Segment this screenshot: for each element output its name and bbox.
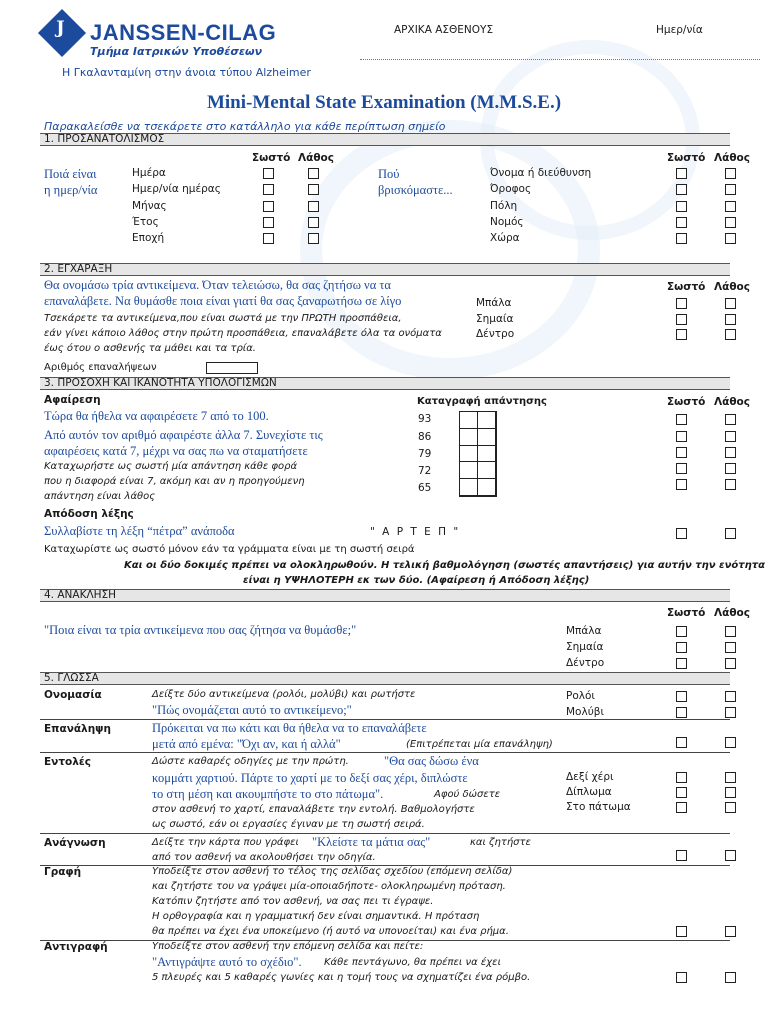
reading-instruction: και ζητήστε (470, 837, 531, 848)
writing-instruction: Κατόπιν ζητήστε από τον ασθενή, να σας πει τι έγραψε. (152, 896, 434, 907)
question-place-line2: βρισκόμαστε... (378, 183, 453, 197)
checkbox-correct[interactable] (676, 737, 687, 748)
tagline: Η Γκαλανταμίνη στην άνοια τύπου Alzheimer (62, 66, 311, 79)
item-label: Ημερ/νία ημέρας (132, 183, 221, 195)
checkbox-correct[interactable] (676, 168, 687, 179)
subtraction-number: 65 (418, 482, 432, 494)
item-label: Σημαία (566, 641, 604, 653)
item-label: Στο πάτωμα (566, 801, 631, 813)
col-wrong-label: Λάθος (714, 607, 750, 619)
checkbox-correct[interactable] (263, 168, 274, 179)
checkbox-wrong[interactable] (725, 168, 736, 179)
col-correct-label: Σωστό (667, 607, 706, 619)
checkbox-correct[interactable] (676, 658, 687, 669)
row-divider (40, 719, 730, 720)
checkbox-wrong[interactable] (725, 479, 736, 490)
repetition-label: Επανάληψη (44, 723, 111, 735)
subtraction-question: Από αυτόν τον αριθμό αφαιρέστε άλλα 7. Συνεχίστε τις (44, 428, 323, 442)
page-title: Mini-Mental State Examination (M.M.S.E.) (206, 92, 562, 113)
subtraction-number: 93 (418, 413, 432, 425)
checkbox-correct[interactable] (263, 184, 274, 195)
record-answer-header: Καταγραφή απάντησης (417, 396, 547, 407)
reading-instruction: από τον ασθενή να ακολουθήσει την οδηγία. (152, 852, 376, 863)
item-label: Πόλη (490, 200, 518, 212)
item-label: Σημαία (476, 313, 514, 325)
row-divider (40, 833, 730, 834)
checkbox-correct[interactable] (676, 707, 687, 718)
checkbox-wrong[interactable] (308, 233, 319, 244)
checkbox-wrong[interactable] (308, 217, 319, 228)
col-wrong-label: Λάθος (714, 152, 750, 164)
writing-label: Γραφή (44, 866, 82, 878)
checkbox-wrong[interactable] (725, 298, 736, 309)
item-label: Έτος (132, 216, 159, 228)
checkbox-wrong[interactable] (725, 528, 736, 539)
checkbox-wrong[interactable] (725, 772, 736, 783)
checkbox-wrong[interactable] (725, 787, 736, 798)
registration-question-line2: επαναλάβετε. Να θυμάσθε ποια είναι γιατί θα σας ξαναρωτήσω σε λίγο (44, 294, 402, 308)
checkbox-wrong[interactable] (725, 217, 736, 228)
checkbox-wrong[interactable] (725, 972, 736, 983)
checkbox-wrong[interactable] (308, 184, 319, 195)
question-date-line1: Ποιά είναι (44, 167, 97, 181)
registration-instruction: έως ότου ο ασθενής τα μάθει και τα τρία. (44, 343, 256, 354)
recall-question: "Ποια είναι τα τρία αντικείμενα που σας ζήτησα να θυμάσθε;" (44, 623, 357, 637)
copying-instruction: Υποδείξτε στον ασθενή την επόμενη σελίδα και πείτε: (152, 941, 424, 952)
checkbox-wrong[interactable] (725, 201, 736, 212)
checkbox-correct[interactable] (676, 802, 687, 813)
item-label: Δέντρο (566, 657, 605, 669)
item-label: Χώρα (490, 232, 520, 244)
subtraction-number: 86 (418, 431, 432, 443)
item-label: Ρολόι (566, 690, 595, 702)
item-label: Μπάλα (566, 625, 602, 637)
item-label: Μολύβι (566, 706, 605, 718)
checkbox-wrong[interactable] (725, 431, 736, 442)
commands-instruction: Δώστε καθαρές οδηγίες με την πρώτη. (152, 756, 349, 767)
intro-text: Παρακαλείσθε να τσεκάρετε στο κατάλληλο για κάθε περίπτωση σημείο (44, 120, 446, 133)
registration-instruction: Τσεκάρετε τα αντικείμενα,που είναι σωστά με την ΠΡΩΤΗ προσπάθεια, (44, 313, 402, 324)
checkbox-correct[interactable] (676, 626, 687, 637)
registration-instruction: εάν γίνει κάποιο λάθος στην πρώτη προσπάθεια, επαναλάβετε όλα τα ονόματα (44, 328, 442, 339)
checkbox-correct[interactable] (676, 217, 687, 228)
checkbox-correct[interactable] (676, 642, 687, 653)
registration-question-line1: Θα ονομάσω τρία αντικείμενα. Όταν τελειώσω, θα σας ζητήσω να τα (44, 278, 391, 292)
copying-instruction: Κάθε πεντάγωνο, θα πρέπει να έχει (324, 957, 501, 968)
spelling-question: Συλλαβίστε τη λέξη “πέτρα” ανάποδα (44, 524, 235, 538)
checkbox-wrong[interactable] (725, 414, 736, 425)
col-correct-label: Σωστό (667, 152, 706, 164)
checkbox-wrong[interactable] (725, 691, 736, 702)
copying-label: Αντιγραφή (44, 941, 108, 953)
subtraction-number: 79 (418, 448, 432, 460)
col-correct-label: Σωστό (667, 281, 706, 293)
row-divider (40, 752, 730, 753)
spelling-subtitle: Απόδοση λέξης (44, 508, 134, 520)
writing-instruction: θα πρέπει να έχει ένα υποκείμενο (ή αυτό να υπονοείται) και ένα ρήμα. (152, 926, 509, 937)
subtraction-instruction: Καταχωρήστε ως σωστή μία απάντηση κάθε φορά (44, 461, 298, 472)
commands-text: το στη μέση και ακουμπήστε το στο πάτωμα". (152, 787, 384, 801)
repetition-note: (Επιτρέπεται μία επανάληψη) (406, 739, 553, 750)
checkbox-correct[interactable] (676, 463, 687, 474)
subtraction-number: 72 (418, 465, 432, 477)
subtraction-question: Τώρα θα ήθελα να αφαιρέσετε 7 από το 100. (44, 409, 269, 423)
repetition-phrase: μετά από εμένα: "Όχι αν, και ή αλλά" (152, 737, 341, 751)
col-wrong-label: Λάθος (298, 152, 334, 164)
checkbox-wrong[interactable] (725, 707, 736, 718)
checkbox-wrong[interactable] (725, 233, 736, 244)
reading-card-text: "Κλείστε τα μάτια σας" (312, 835, 431, 849)
spelling-word: " Α Ρ Τ Ε Π " (370, 526, 461, 538)
checkbox-correct[interactable] (676, 329, 687, 340)
checkbox-wrong[interactable] (725, 626, 736, 637)
item-label: Εποχή (132, 232, 165, 244)
repetitions-count-field[interactable] (206, 362, 258, 374)
checkbox-wrong[interactable] (725, 184, 736, 195)
section-5-header: 5. ΓΛΩΣΣΑ (40, 672, 730, 685)
copying-instruction: 5 πλευρές και 5 καθαρές γωνίες και η τομή τους να σχηματίζει ένα ρόμβο. (152, 972, 531, 983)
commands-instruction: ως σωστό, εάν οι εργασίες έγιναν με τη σωστή σειρά. (152, 819, 425, 830)
copying-phrase: "Αντιγράψτε αυτό το σχέδιο". (152, 955, 302, 969)
subtraction-subtitle: Αφαίρεση (44, 394, 101, 406)
checkbox-correct[interactable] (676, 184, 687, 195)
naming-instruction: Δείξτε δύο αντικείμενα (ρολόι, μολύβι) και ρωτήστε (152, 689, 416, 700)
checkbox-correct[interactable] (676, 314, 687, 325)
reading-instruction: Δείξτε την κάρτα που γράφει (152, 837, 299, 848)
checkbox-wrong[interactable] (725, 447, 736, 458)
checkbox-correct[interactable] (676, 479, 687, 490)
reading-label: Ανάγνωση (44, 837, 106, 849)
checkbox-correct[interactable] (676, 233, 687, 244)
checkbox-wrong[interactable] (725, 802, 736, 813)
item-label: Ημέρα (132, 167, 166, 179)
item-label: Όροφος (490, 183, 532, 195)
col-wrong-label: Λάθος (714, 281, 750, 293)
checkbox-wrong[interactable] (725, 737, 736, 748)
janssen-logo-icon: J (38, 9, 86, 57)
checkbox-wrong[interactable] (308, 168, 319, 179)
commands-instruction: Αφού δώσετε (434, 789, 501, 800)
scoring-note: Και οι δύο δοκιμές πρέπει να ολοκληρωθούν. Η τελική βαθμολόγηση (σωστές απαντήσεις) για αυτήν την ενότητα (124, 560, 766, 571)
checkbox-wrong[interactable] (308, 201, 319, 212)
commands-instruction: στον ασθενή το χαρτί, επαναλάβετε την εντολή. Βαθμολογήστε (152, 804, 475, 815)
commands-label: Εντολές (44, 756, 91, 768)
checkbox-correct[interactable] (676, 850, 687, 861)
section-1-header: 1. ΠΡΟΣΑΝΑΤΟΛΙΣΜΟΣ (40, 133, 730, 146)
subtraction-instruction: που η διαφορά είναι 7, ακόμη και αν η προηγούμενη (44, 476, 305, 487)
commands-text: κομμάτι χαρτιού. Πάρτε το χαρτί με το δεξί σας χέρι, διπλώστε (152, 771, 468, 785)
writing-instruction: Υποδείξτε στον ασθενή το τέλος της σελίδας σχεδίου (επόμενη σελίδα) (152, 866, 513, 877)
checkbox-correct[interactable] (676, 414, 687, 425)
question-date-line2: η ημερ/νία (44, 183, 98, 197)
subtraction-instruction: απάντηση είναι λάθος (44, 491, 156, 502)
checkbox-wrong[interactable] (725, 463, 736, 474)
checkbox-wrong[interactable] (725, 642, 736, 653)
checkbox-correct[interactable] (676, 972, 687, 983)
checkbox-correct[interactable] (676, 447, 687, 458)
item-label: Δεξί χέρι (566, 771, 614, 783)
section-2-header: 2. ΕΓΧΑΡΑΞΗ (40, 263, 730, 276)
department-name: Τμήμα Ιατρικών Υποθέσεων (90, 45, 263, 58)
header-fill-line[interactable] (360, 59, 760, 60)
item-label: Δίπλωμα (566, 786, 612, 798)
patient-initials-label: ΑΡΧΙΚΑ ΑΣΘΕΝΟΥΣ (394, 24, 494, 36)
checkbox-correct[interactable] (263, 217, 274, 228)
naming-label: Ονομασία (44, 689, 102, 701)
commands-text: "Θα σας δώσω ένα (384, 754, 479, 768)
section-3-header: 3. ΠΡΟΣΟΧΗ ΚΑΙ ΙΚΑΝΟΤΗΤΑ ΥΠΟΛΟΓΙΣΜΩΝ (40, 377, 730, 390)
brand-name: JANSSEN-CILAG (90, 20, 277, 45)
checkbox-correct[interactable] (676, 787, 687, 798)
checkbox-wrong[interactable] (725, 926, 736, 937)
checkbox-wrong[interactable] (725, 314, 736, 325)
checkbox-correct[interactable] (676, 926, 687, 937)
checkbox-correct[interactable] (676, 528, 687, 539)
checkbox-wrong[interactable] (725, 658, 736, 669)
spelling-instruction: Καταχωρίστε ως σωστό μόνον εάν τα γράμματα είναι με τη σωστή σειρά (44, 544, 415, 555)
item-label: Μπάλα (476, 297, 512, 309)
checkbox-correct[interactable] (676, 772, 687, 783)
checkbox-correct[interactable] (676, 298, 687, 309)
answer-grid[interactable] (459, 411, 497, 497)
section-4-header: 4. ΑΝΑΚΛΗΣΗ (40, 589, 730, 602)
writing-instruction: Η ορθογραφία και η γραμματική δεν είναι σημαντικά. Η πρόταση (152, 911, 480, 922)
checkbox-wrong[interactable] (725, 850, 736, 861)
col-correct-label: Σωστό (252, 152, 291, 164)
repetition-instruction: Πρόκειται να πω κάτι και θα ήθελα να το επαναλάβετε (152, 721, 427, 735)
scoring-note: είναι η ΥΨΗΛΟΤΕΡΗ εκ των δύο. (Αφαίρεση ή Απόδοση λέξης) (243, 575, 590, 586)
col-correct-label: Σωστό (667, 396, 706, 408)
question-place-line1: Πού (378, 167, 400, 181)
item-label: Μήνας (132, 200, 167, 212)
checkbox-correct[interactable] (676, 201, 687, 212)
item-label: Νομός (490, 216, 524, 228)
checkbox-wrong[interactable] (725, 329, 736, 340)
naming-question: "Πώς ονομάζεται αυτό το αντικείμενο;" (152, 703, 352, 717)
checkbox-correct[interactable] (676, 691, 687, 702)
writing-instruction: και ζητήστε του να γράψει μία-οποιαδήποτε- ολοκληρωμένη πρόταση. (152, 881, 506, 892)
checkbox-correct[interactable] (263, 201, 274, 212)
subtraction-question: αφαιρέσεις κατά 7, μέχρι να σας πω να σταματήσετε (44, 444, 308, 458)
col-wrong-label: Λάθος (714, 396, 750, 408)
repetitions-label: Αριθμός επαναλήψεων (44, 362, 157, 373)
date-label: Ημερ/νία (656, 24, 703, 36)
checkbox-correct[interactable] (676, 431, 687, 442)
item-label: Δέντρο (476, 328, 515, 340)
checkbox-correct[interactable] (263, 233, 274, 244)
item-label: Όνομα ή διεύθυνση (490, 167, 592, 179)
